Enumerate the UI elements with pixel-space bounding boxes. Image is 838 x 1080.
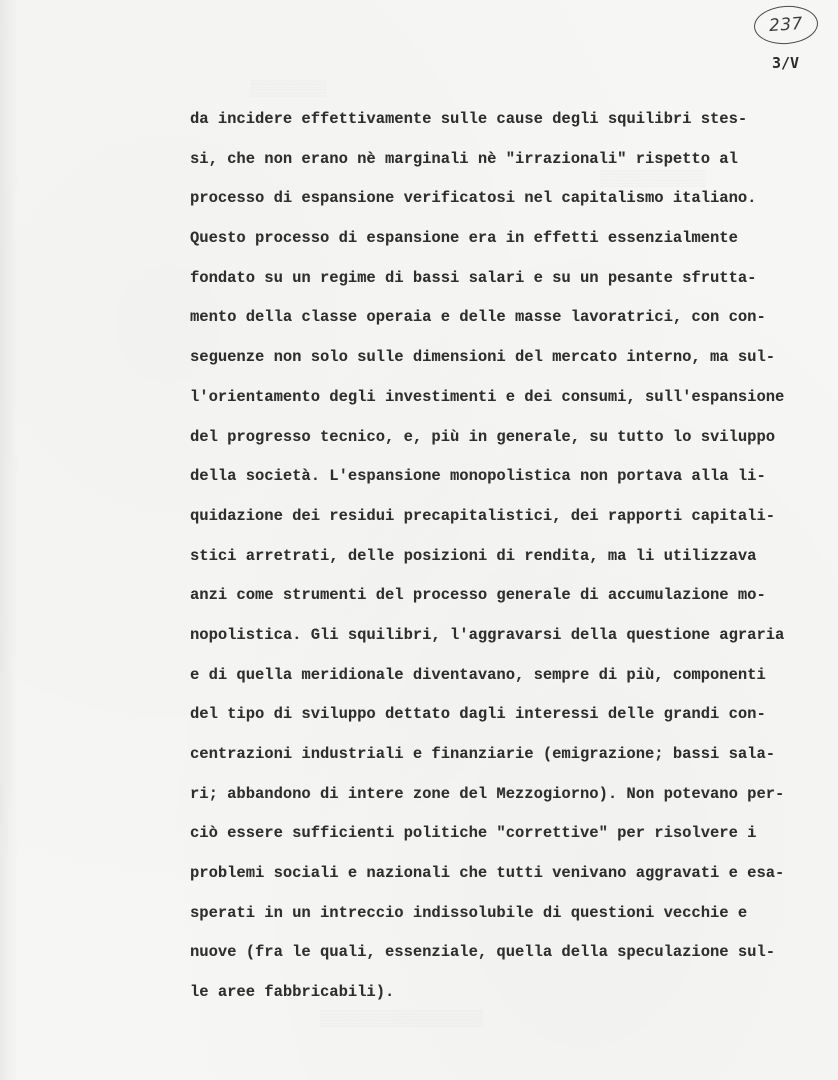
text-line: Questo processo di espansione era in effetti essenzialmente [190, 229, 738, 248]
text-line: del tipo di sviluppo dettato dagli interessi delle grandi con- [190, 705, 766, 724]
show-through-text: ▒▒▒▒▒▒▒▒▒▒▒▒▒▒▒▒▒ [320, 1010, 484, 1028]
archive-number-text: 237 [768, 13, 804, 37]
page-number: 3/V [772, 54, 800, 72]
text-line: ciò essere sufficienti politiche "correttive" per risolvere i [190, 824, 757, 843]
text-line: centrazioni industriali e finanziarie (emigrazione; bassi sala- [190, 745, 776, 763]
text-line: seguenze non solo sulle dimensioni del mercato interno, ma sul- [190, 348, 776, 367]
scan-edge-shadow [0, 0, 18, 1080]
text-line: stici arretrati, delle posizioni di rendita, ma li utilizzava [190, 546, 757, 565]
text-line: quidazione dei residui precapitalistici, dei rapporti capitali- [190, 506, 776, 525]
text-line: nopolistica. Gli squilibri, l'aggravarsi della questione agraria [190, 625, 785, 644]
show-through-text: ▒▒▒▒▒▒▒▒▒▒▒ [600, 170, 706, 188]
text-line: problemi sociali e nazionali che tutti venivano aggravati e esa- [190, 864, 785, 883]
text-line: e di quella meridionale diventavano, sempre di più, componenti [190, 665, 766, 684]
text-line: fondato su un regime di bassi salari e su un pesante sfrutta- [190, 268, 757, 287]
text-line: si, che non erano nè marginali nè "irrazionali" rispetto al [190, 149, 738, 168]
archive-number-stamp [753, 4, 819, 46]
text-line: le aree fabbricabili). [190, 983, 395, 1002]
text-line: l'orientamento degli investimenti e dei consumi, sull'espansione [190, 387, 785, 406]
typewritten-body [190, 100, 830, 1013]
text-line: del progresso tecnico, e, più in generale, su tutto lo sviluppo [190, 427, 776, 446]
show-through-text: ▒▒▒▒▒▒▒▒ [250, 80, 327, 98]
text-line: anzi come strumenti del processo generale di accumulazione mo- [190, 586, 766, 605]
text-line: nuove (fra le quali, essenziale, quella della speculazione sul- [190, 943, 776, 962]
text-line: da incidere effettivamente sulle cause degli squilibri stes- [190, 110, 748, 128]
text-line: processo di espansione verificatosi nel capitalismo italiano. [190, 189, 757, 208]
text-line: della società. L'espansione monopolistica non portava alla li- [190, 467, 766, 486]
text-line: sperati in un intreccio indissolubile di questioni vecchie e [190, 903, 748, 922]
text-line: ri; abbandono di intere zone del Mezzogiorno). Non potevano per- [190, 784, 785, 803]
text-line: mento della classe operaia e delle masse lavoratrici, con con- [190, 308, 766, 327]
